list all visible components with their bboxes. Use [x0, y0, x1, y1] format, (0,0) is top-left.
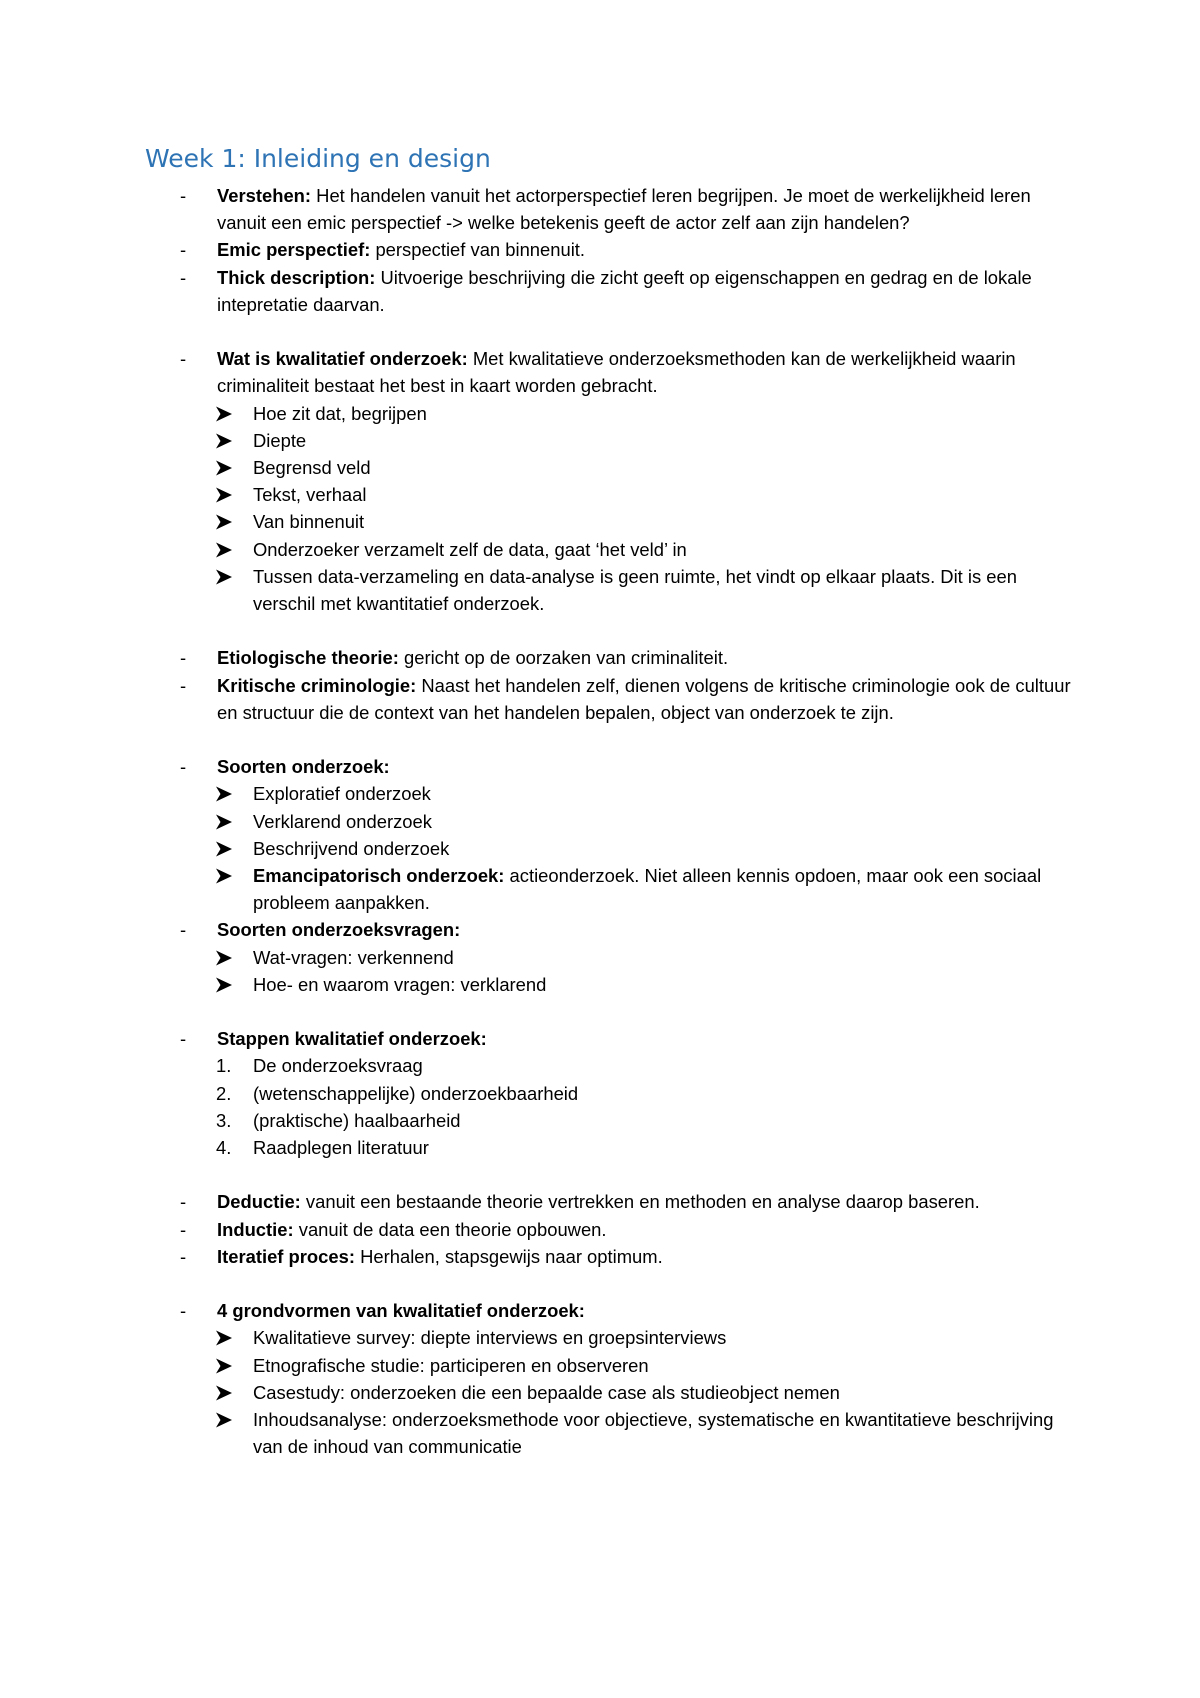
document-body: [0, 182, 1200, 1460]
step-number: 4.: [216, 1137, 232, 1159]
item-text: vanuit de data een theorie opbouwen.: [298, 1218, 607, 1240]
list-item-etiologische: [0, 644, 1200, 671]
term-label: Soorten onderzoeksvragen:: [217, 919, 461, 941]
sub-bullet: Casestudy: onderzoeken die een bepaalde case als studieobject nemen: [0, 1379, 1200, 1406]
term-label: Soorten onderzoek:: [217, 756, 390, 778]
term-label: 4 grondvormen van kwalitatief onderzoek:: [217, 1300, 585, 1322]
arrowhead-bullet-icon: [215, 400, 235, 427]
sub-bullet: Exploratief onderzoek: [0, 780, 1200, 807]
term-label: Emancipatorisch onderzoek:: [253, 865, 505, 887]
term-label: Stappen kwalitatief onderzoek:: [217, 1028, 487, 1050]
sub-bullet: Wat-vragen: verkennend: [0, 944, 1200, 971]
dash-marker: -: [180, 1028, 187, 1050]
dash-marker: -: [180, 1300, 187, 1322]
dash-marker: -: [180, 1245, 187, 1267]
sub-bullet: Onderzoeker verzamelt zelf de data, gaat ‘het veld’ in: [0, 536, 1200, 563]
list-item-deductie: [0, 1188, 1200, 1215]
list-item-inductie: [0, 1216, 1200, 1243]
arrowhead-bullet-icon: [215, 1324, 235, 1351]
term-label: Thick description:: [217, 266, 376, 288]
step-number: 2.: [216, 1082, 232, 1104]
sub-bullet: Diepte: [0, 427, 1200, 454]
list-item-grondvormen: [0, 1297, 1200, 1324]
arrowhead-bullet-icon: [215, 835, 235, 862]
sub-bullet: Hoe- en waarom vragen: verklarend: [0, 971, 1200, 998]
sub-bullet: Van binnenuit: [0, 508, 1200, 535]
arrowhead-bullet-icon: [215, 808, 235, 835]
item-text: actieonderzoek. Niet alleen kennis opdoen, maar ook een sociaal probleem aanpakken.: [253, 865, 1042, 914]
dash-marker: -: [180, 919, 187, 941]
arrowhead-bullet-icon: [215, 944, 235, 971]
sub-bullet: Verklarend onderzoek: [0, 808, 1200, 835]
numbered-item: 4. Raadplegen literatuur: [0, 1134, 1200, 1161]
dash-marker: -: [180, 1191, 187, 1213]
arrowhead-bullet-icon: [215, 481, 235, 508]
item-text: perspectief van binnenuit.: [375, 239, 586, 261]
arrowhead-bullet-icon: [215, 971, 235, 998]
arrowhead-bullet-icon: [215, 1379, 235, 1406]
sub-bullet: Tussen data-verzameling en data-analyse is geen ruimte, het vindt op elkaar plaats. Dit is een verschil met kwantitatief onderzoek.: [0, 563, 1200, 617]
arrowhead-bullet-icon: [215, 1352, 235, 1379]
arrowhead-bullet-icon: [215, 780, 235, 807]
item-text: Met kwalitatieve onderzoeksmethoden kan de werkelijkheid waarin criminaliteit bestaat het best in kaart worden gebracht.: [217, 348, 1016, 397]
dash-marker: -: [180, 266, 187, 288]
list-item-emic: [0, 236, 1200, 263]
term-label: Emic perspectief:: [217, 239, 371, 261]
sub-bullet: Inhoudsanalyse: onderzoeksmethode voor objectieve, systematische en kwantitatieve beschrijving van de inhoud van communicatie: [0, 1406, 1200, 1460]
list-item-kwalitatief: [0, 345, 1200, 399]
dash-marker: -: [180, 756, 187, 778]
arrowhead-bullet-icon: [215, 454, 235, 481]
term-label: Verstehen:: [217, 185, 312, 206]
sub-bullet: Kwalitatieve survey: diepte interviews en groepsinterviews: [0, 1324, 1200, 1351]
step-number: 1.: [216, 1055, 232, 1077]
dash-marker: -: [180, 185, 187, 206]
numbered-item: 3. (praktische) haalbaarheid: [0, 1107, 1200, 1134]
term-label: Deductie:: [217, 1191, 301, 1213]
dash-marker: -: [180, 239, 187, 261]
term-label: Iteratief proces:: [217, 1245, 355, 1267]
dash-marker: -: [180, 647, 187, 669]
list-item-kritische: [0, 672, 1200, 726]
list-item-soorten-onderzoek: [0, 753, 1200, 780]
dash-marker: -: [180, 1218, 187, 1240]
arrowhead-bullet-icon: [215, 862, 235, 889]
sub-bullet: Beschrijvend onderzoek: [0, 835, 1200, 862]
item-text: Uitvoerige beschrijving die zicht geeft op eigenschappen en gedrag en de lokale intepretatie daarvan.: [217, 266, 1032, 315]
term-label: Kritische criminologie:: [217, 674, 417, 696]
sub-bullet: Tekst, verhaal: [0, 481, 1200, 508]
arrowhead-bullet-icon: [215, 427, 235, 454]
page-title: Week 1: Inleiding en design: [145, 144, 491, 173]
term-label: Etiologische theorie:: [217, 647, 399, 669]
arrowhead-bullet-icon: [215, 508, 235, 535]
sub-bullet: Hoe zit dat, begrijpen: [0, 400, 1200, 427]
step-number: 3.: [216, 1109, 232, 1131]
arrowhead-bullet-icon: [215, 536, 235, 563]
list-item-stappen: [0, 1025, 1200, 1052]
sub-bullet: Begrensd veld: [0, 454, 1200, 481]
sub-bullet: Etnografische studie: participeren en observeren: [0, 1352, 1200, 1379]
item-text: gericht op de oorzaken van criminaliteit.: [404, 647, 729, 669]
numbered-item: 2. (wetenschappelijke) onderzoekbaarheid: [0, 1080, 1200, 1107]
list-item-onderzoeksvragen: [0, 916, 1200, 943]
sub-bullet: [0, 862, 1200, 916]
list-item-thick-description: [0, 264, 1200, 318]
term-label: Inductie:: [217, 1218, 294, 1240]
arrowhead-bullet-icon: [215, 563, 235, 590]
term-label: Wat is kwalitatief onderzoek:: [217, 348, 468, 370]
list-item-iteratief: [0, 1243, 1200, 1270]
item-text: Naast het handelen zelf, dienen volgens de kritische criminologie ook de cultuur en structuur die de context van het handelen bepalen, object van onderzoek te zijn.: [217, 674, 1071, 723]
dash-marker: -: [180, 348, 187, 370]
item-text: Het handelen vanuit het actorperspectief leren begrijpen. Je moet de werkelijkheid leren vanuit een emic perspectief -> welke betekenis geeft de actor zelf aan zijn handelen?: [217, 185, 1031, 234]
item-text: vanuit een bestaande theorie vertrekken en methoden en analyse daarop baseren.: [305, 1191, 980, 1213]
list-item-verstehen: [0, 182, 1200, 236]
item-text: Herhalen, stapsgewijs naar optimum.: [360, 1245, 663, 1267]
arrowhead-bullet-icon: [215, 1406, 235, 1433]
dash-marker: -: [180, 674, 187, 696]
numbered-item: 1. De onderzoeksvraag: [0, 1052, 1200, 1079]
